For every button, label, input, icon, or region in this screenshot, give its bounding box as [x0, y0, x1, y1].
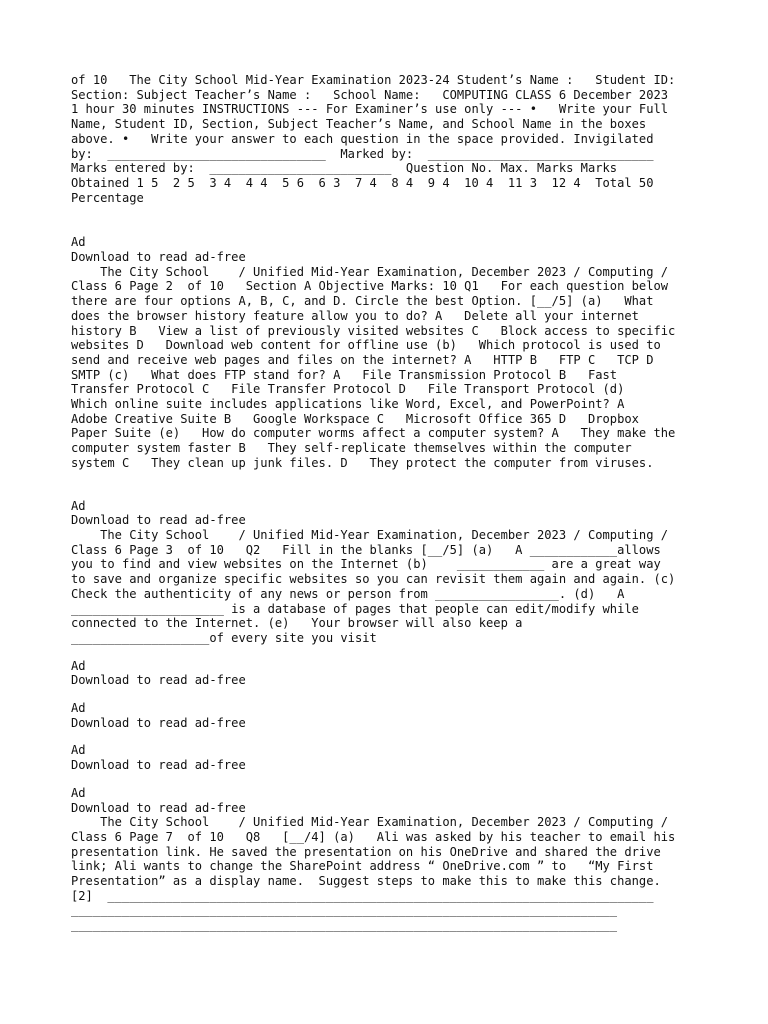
download-ad-free-link[interactable]: Download to read ad-free	[71, 250, 246, 265]
ad-label: Ad	[71, 743, 86, 758]
ad-label: Ad	[71, 785, 86, 800]
page-3-question-text: The City School / Unified Mid-Year Examination, December 2023 / Computing / Class 6 Page 3 of 10 Q2 Fill in the blanks [__/5] (a) A ____________allows you to find and view websites on the Internet (b) ____________ are a great way to save and organize specific websites so you can revisit them again and again. (c) Check the authenticity of any news or person from _________________. (d) A _____________________ is a database of pages that people can edit/modify while connected to the Internet. (e) Your browser will also keep a ___________________of every site you visit	[71, 527, 676, 645]
download-ad-free-link[interactable]: Download to read ad-free	[71, 673, 246, 688]
document-page	[71, 73, 701, 933]
ad-block	[71, 235, 701, 264]
spacer	[71, 646, 701, 659]
ad-label: Ad	[71, 498, 86, 513]
page-7-question-text: The City School / Unified Mid-Year Examination, December 2023 / Computing / Class 6 Page 7 of 10 Q8 [__/4] (a) Ali was asked by his teacher to email his presentation link. He saved the presentation on his OneDrive and shared the drive link; Ali wants to change the SharePoint address “ OneDrive.com ” to “My First Presentation” as a display name. Suggest steps to make this to make this change. [2] ___________________________________________________________________________ ___________________________________________________________________________ ___________________________________________________________________________	[71, 815, 676, 933]
download-ad-free-link[interactable]: Download to read ad-free	[71, 513, 246, 528]
ad-block	[71, 701, 701, 730]
spacer	[71, 205, 701, 235]
spacer	[71, 730, 701, 743]
ad-block	[71, 743, 701, 772]
exam-header-text: of 10 The City School Mid-Year Examination 2023-24 Student’s Name : Student ID: Section: Subject Teacher’s Name : School Name: COMPUTING CLASS 6 December 2023 1 hour 30 minutes INSTRUCTIONS --- For Examiner’s use only --- • Write your Full Name, Student ID, Section, Subject Teacher’s Name, and School Name in the boxes above. • Write your answer to each question in the space provided. Invigilated by: ______________________________ Marked by: _______________________________ Marks entered by: _________________________ Question No. Max. Marks Marks Obtained 1 5 2 5 3 4 4 4 5 6 6 3 7 4 8 4 9 4 10 4 11 3 12 4 Total 50 Percentage	[71, 73, 676, 205]
spacer	[71, 688, 701, 701]
spacer	[71, 471, 701, 499]
ad-label: Ad	[71, 658, 86, 673]
download-ad-free-link[interactable]: Download to read ad-free	[71, 758, 246, 773]
download-ad-free-link[interactable]: Download to read ad-free	[71, 715, 246, 730]
ad-block	[71, 659, 701, 688]
ad-label: Ad	[71, 701, 86, 716]
ad-block	[71, 786, 701, 815]
spacer	[71, 773, 701, 786]
download-ad-free-link[interactable]: Download to read ad-free	[71, 800, 246, 815]
page-2-question-text: The City School / Unified Mid-Year Examination, December 2023 / Computing / Class 6 Page 2 of 10 Section A Objective Marks: 10 Q1 For each question below there are four options A, B, C, and D. Circle the best Option. [__/5] (a) What does the browser history feature allow you to do? A Delete all your internet history B View a list of previously visited websites C Block access to specific websites D Download web content for offline use (b) Which protocol is used to send and receive web pages and files on the internet? A HTTP B FTP C TCP D SMTP (c) What does FTP stand for? A File Transmission Protocol B Fast Transfer Protocol C File Transfer Protocol D File Transport Protocol (d) Which online suite includes applications like Word, Excel, and PowerPoint? A Adobe Creative Suite B Google Workspace C Microsoft Office 365 D Dropbox Paper Suite (e) How do computer worms affect a computer system? A They make the computer system faster B They self-replicate themselves within the computer system C They clean up junk files. D They protect the computer from viruses.	[71, 264, 676, 470]
ad-block	[71, 499, 701, 528]
ad-label: Ad	[71, 235, 86, 250]
